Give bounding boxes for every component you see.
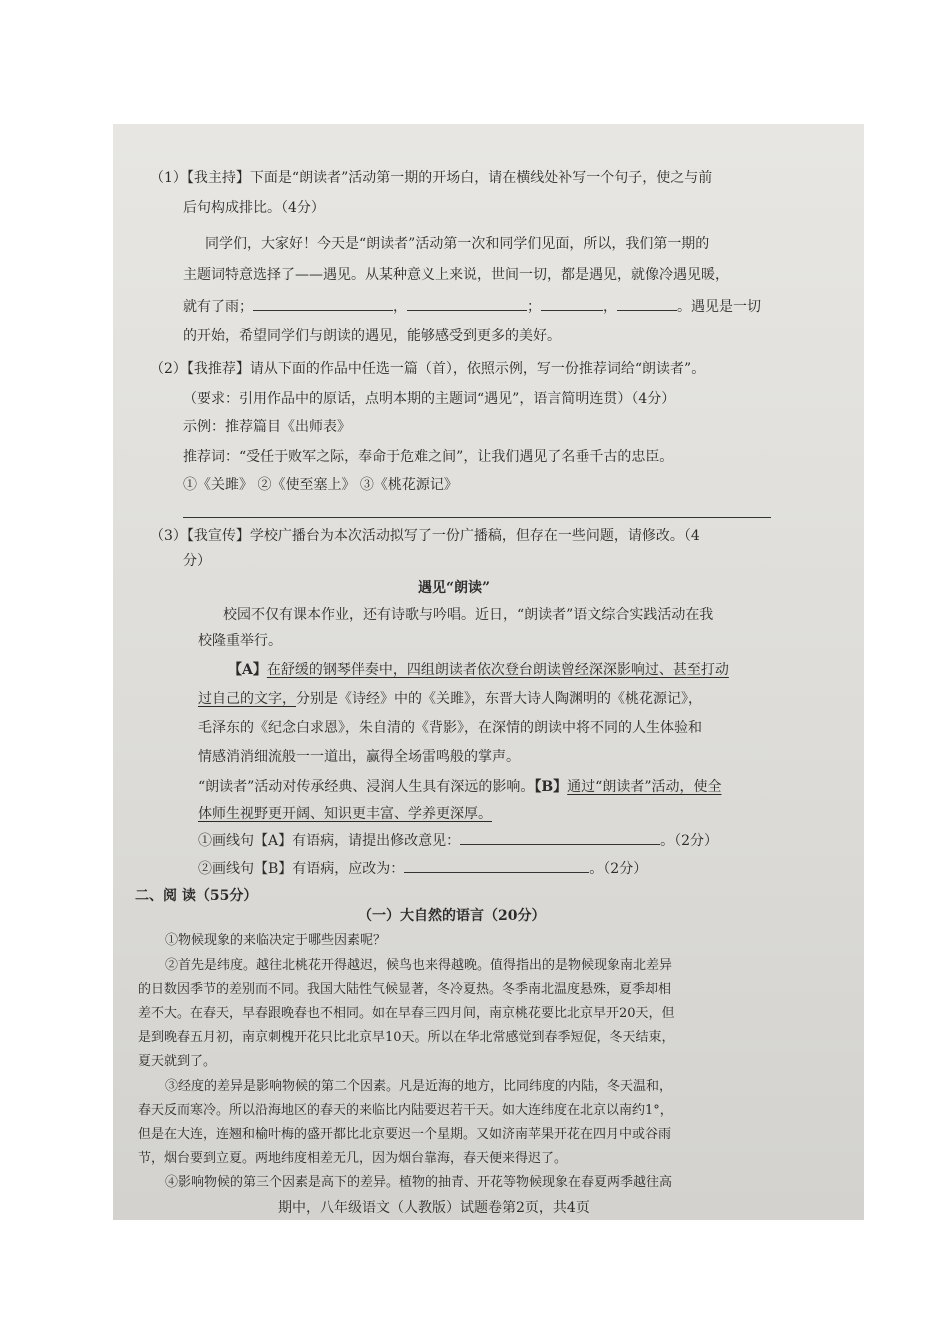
q1-blank-1[interactable] xyxy=(253,297,393,311)
q1-p3-comma1: ， xyxy=(393,299,407,315)
q2-example: 示例：推荐篇目《出师表》 xyxy=(183,419,351,435)
q1-line1: （1）【我主持】下面是“朗读者”活动第一期的开场白，请在横线处补写一个句子，使之与前 xyxy=(150,170,713,186)
page-footer: 期中，八年级语文（人教版）试题卷第2页，共4页 xyxy=(278,1200,590,1216)
reading1-line: 春天反而寒冷。所以沿海地区的春天的来临比内陆要迟若干天。如大连纬度在北京以南约1°， xyxy=(138,1103,673,1118)
reading1-title: （一）大自然的语言（20分） xyxy=(358,908,546,924)
q3-sentence-b-line2 xyxy=(198,805,492,823)
q3-sub1-prompt: ①画线句【A】有语病，请提出修改意见： xyxy=(198,833,461,849)
q2-line2: （要求：引用作品中的原话，点明本期的主题词“遇见”，语言简明连贯）（4分） xyxy=(183,391,676,407)
q3-sub1-score: 。（2分） xyxy=(660,833,719,849)
q3-article-line-a3: 毛泽东的《纪念白求恩》，朱自清的《背影》，在深情的朗读中将不同的人生体验和 xyxy=(198,720,702,736)
exam-page xyxy=(113,124,864,1220)
q1-line2: 后句构成排比。（4分） xyxy=(183,200,325,216)
q1-paragraph-line2: 主题词特意选择了——遇见。从某种意义上来说，世间一切，都是遇见，就像冷遇见暖， xyxy=(183,267,729,283)
q3-sentence-b-line1 xyxy=(198,778,722,796)
q3-line1: （3）【我宣传】学校广播台为本次活动拟写了一份广播稿，但存在一些问题，请修改。（4 xyxy=(150,528,700,544)
reading1-line: ②首先是纬度。越往北桃花开得越迟，候鸟也来得越晚。值得指出的是物候现象南北差异 xyxy=(165,958,673,973)
q3-sentence-a-part1: 在舒缓的钢琴伴奏中，四组朗读者依次登台朗读曾经深深影响过、甚至打动 xyxy=(266,662,729,678)
q2-line1: （2）【我推荐】请从下面的作品中任选一篇（首），依照示例，写一份推荐词给“朗读者”。 xyxy=(150,361,706,377)
q3-b-lead: “朗读者”活动对传承经典、浸润人生具有深远的影响。 xyxy=(198,779,535,795)
q1-p3-comma2: ， xyxy=(603,299,617,315)
q3-line2: 分） xyxy=(183,553,211,569)
q1-p3-end: 。遇见是一切 xyxy=(677,299,761,315)
q1-p3-semicolon: ； xyxy=(527,299,541,315)
q1-paragraph-line1: 同学们，大家好！今天是“朗读者”活动第一次和同学们见面，所以，我们第一期的 xyxy=(205,236,710,252)
q1-paragraph-line4: 的开始，希望同学们与朗读的遇见，能够感受到更多的美好。 xyxy=(183,328,561,344)
q1-p3-start: 就有了雨； xyxy=(183,299,253,315)
reading1-line: ③经度的差异是影响物候的第二个因素。凡是近海的地方，比同纬度的内陆，冬天温和， xyxy=(165,1079,673,1094)
reading1-line: 夏天就到了。 xyxy=(138,1054,217,1069)
q2-options: ①《关雎》 ②《使至塞上》 ③《桃花源记》 xyxy=(183,477,458,493)
q2-answer-line[interactable] xyxy=(183,517,771,518)
q1-blank-3[interactable] xyxy=(541,297,603,311)
q3-sub1-answer-blank[interactable] xyxy=(460,831,660,845)
reading1-line: 节，烟台要到立夏。两地纬度相差无几，因为烟台靠海，春天便来得迟了。 xyxy=(138,1151,568,1166)
reading1-line: ④影响物候的第三个因素是高下的差异。植物的抽青、开花等物候现象在春夏两季越往高 xyxy=(165,1175,673,1190)
q3-sub2-prompt: ②画线句【B】有语病，应改为： xyxy=(198,861,405,877)
q3-sub1 xyxy=(198,831,718,850)
reading1-line: 是到晚春五月初，南京刺槐开花只比北京早10天。所以在华北常感觉到春季短促，冬天结束， xyxy=(138,1030,675,1045)
q3-mark-b: 【B】 xyxy=(534,779,568,795)
section2-heading: 二、阅 读（55分） xyxy=(135,888,258,904)
q3-sentence-b-part1: 通过“朗读者”活动，使全 xyxy=(567,779,722,795)
q2-recommendation: 推荐词：“受任于败军之际，奉命于危难之间”，让我们遇见了名垂千古的忠臣。 xyxy=(183,449,674,465)
q3-sub2-score: 。（2分） xyxy=(589,861,648,877)
reading1-line: ①物候现象的来临决定于哪些因素呢？ xyxy=(165,933,387,948)
q3-article-title: 遇见“朗读” xyxy=(418,580,491,596)
q3-article-p1-line1: 校园不仅有课本作业，还有诗歌与吟唱。近日，“朗读者”语文综合实践活动在我 xyxy=(223,607,714,623)
q3-sentence-a-line1 xyxy=(228,661,729,679)
q3-article-line-a4: 情感消消细流般一一道出，赢得全场雷鸣般的掌声。 xyxy=(198,749,520,765)
reading1-line: 但是在大连，连翘和榆叶梅的盛开都比北京要迟一个星期。又如济南苹果开花在四月中或谷雨 xyxy=(138,1127,672,1142)
reading1-line: 差不大。在春天，早春跟晚春也不相同。如在早春三四月间，南京桃花要比北京早开20天，但 xyxy=(138,1006,675,1021)
q3-sub2 xyxy=(198,859,647,878)
q3-article-p1-line2: 校隆重举行。 xyxy=(198,633,282,649)
q3-sub2-answer-blank[interactable] xyxy=(404,859,589,873)
reading1-line: 的日数因季节的差别而不同。我国大陆性气候显著，冬冷夏热。冬季南北温度悬殊，夏季却相 xyxy=(138,982,672,997)
q3-mark-a: 【A】 xyxy=(228,662,267,678)
q3-sentence-b-part2: 体师生视野更开阔、知识更丰富、学养更深厚。 xyxy=(198,806,492,822)
q3-sentence-a-part2: 过自己的文字， xyxy=(198,691,296,707)
q1-blank-4[interactable] xyxy=(617,297,677,311)
q1-blank-2[interactable] xyxy=(407,297,527,311)
q3-a-line2-rest: 分别是《诗经》中的《关雎》，东晋大诗人陶渊明的《桃花源记》， xyxy=(296,691,702,707)
q1-paragraph-line3 xyxy=(183,297,761,316)
q3-sentence-a-line2 xyxy=(198,690,702,708)
